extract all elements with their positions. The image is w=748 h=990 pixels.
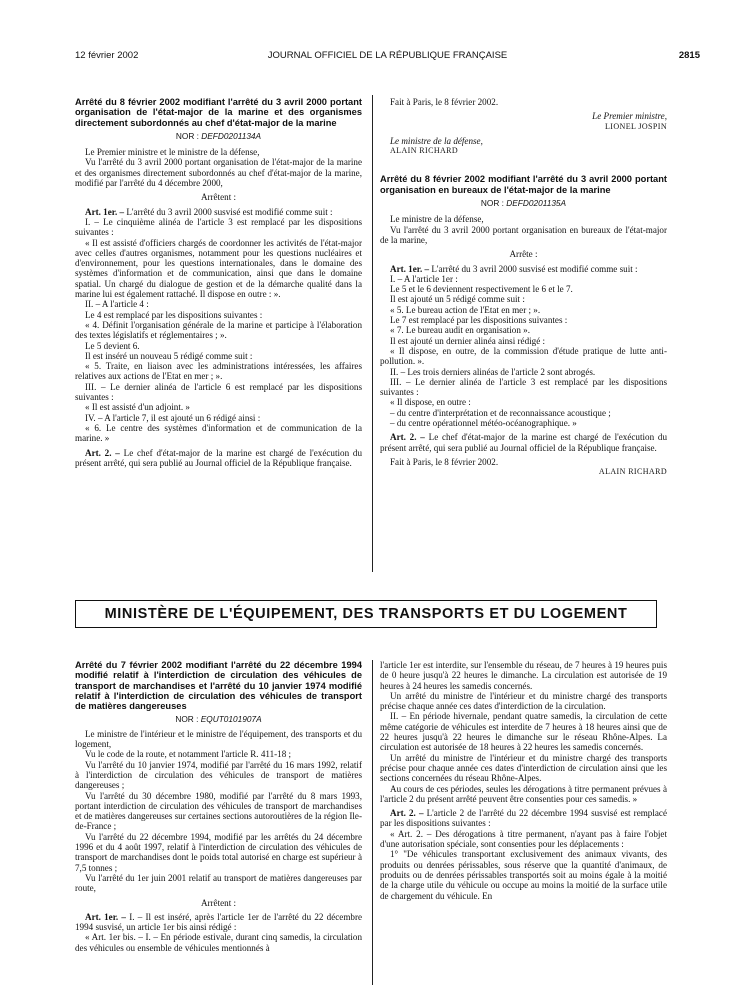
paragraph: Le 4 est remplacé par les dispositions suivantes :: [85, 309, 263, 320]
paragraph: II. – Les trois derniers alinéas de l'article 2 sont abrogés.: [390, 366, 596, 377]
paragraph: « Il dispose, en outre, de la commission d'étude pratique de lutte anti-pollution. ».: [380, 345, 667, 367]
enacting-formula: Arrête :: [509, 249, 538, 260]
paragraph: Le ministre de l'intérieur et le ministre de l'équipement, des transports et du logement,: [75, 728, 362, 750]
done-at: Fait à Paris, le 8 février 2002.: [390, 97, 499, 107]
nor-code: DEFD0201134A: [201, 130, 262, 141]
paragraph: Le 5 devient 6.: [85, 340, 140, 351]
article-label: Art. 1er. –: [85, 911, 126, 922]
decree-2-title: Arrêté du 8 février 2002 modifiant l'arrêté du 3 avril 2000 portant organisation en bureaux de l'état-major de la marine: [380, 174, 667, 195]
paragraph: Il est ajouté un 5 rédigé comme suit :: [390, 294, 525, 305]
article-2: [380, 808, 667, 829]
decree-1-title: Arrêté du 8 février 2002 modifiant l'arrêté du 3 avril 2000 portant organisation de l'état-major de la marine et des organismes directement subordonnés au chef d'état-major de la marine: [75, 97, 362, 128]
paragraph: I. – Le cinquième alinéa de l'article 3 est remplacé par les dispositions suivantes :: [75, 216, 362, 238]
paragraph: Le Premier ministre et le ministre de la défense,: [85, 147, 260, 158]
paragraph: Au cours de ces périodes, seules les dérogations à titre permanent prévues à l'article 2 du présent arrêté peuvent être consenties pour ces samedis. »: [380, 783, 667, 804]
paragraph: Vu l'arrêté du 3 avril 2000 portant organisation de l'état-major de la marine et des organismes directement subordonnés au chef d'état-major de la marine, modifié par l'arrêté du 4 décembre 2000,: [75, 157, 362, 189]
paragraph: Un arrêté du ministre de l'intérieur et du ministre chargé des transports précise chaque année ces dates d'interdiction de la circulation.: [380, 690, 667, 712]
page-header: [75, 50, 700, 64]
paragraph: IV. – A l'article 7, il est ajouté un 6 rédigé ainsi :: [85, 412, 261, 423]
article-1: [75, 912, 362, 933]
header-page-number: 2815: [678, 50, 700, 61]
paragraph: 1° "De véhicules transportant exclusivement des animaux vivants, des produits ou denrées périssables, sous réserve que la quantité d'animaux, de produits ou de denrées périssables transportés soit au moins égale à la moitié de la charge utile du véhicule ou occupe au moins la moitié de la surface utile de chargement du véhicule. En: [380, 849, 667, 901]
paragraph: « 5. Traite, en liaison avec les administrations intéressées, les affaires relatives aux actions de l'Etat en mer ; ».: [75, 361, 362, 382]
signatory-name: ALAIN RICHARD: [390, 146, 459, 156]
enacting-formula: Arrêtent :: [200, 897, 237, 908]
paragraph: Vu l'arrêté du 1er juin 2001 relatif au transport de matières dangereuses par route,: [75, 872, 362, 894]
decree-1: [75, 97, 362, 468]
paragraph: Il est ajouté un dernier alinéa ainsi rédigé :: [390, 335, 546, 346]
decree-1-nor: [75, 131, 362, 141]
signatory-name: ALAIN RICHARD: [598, 467, 667, 477]
article-text: L'arrêté du 3 avril 2000 susvisé est modifié comme suit :: [126, 206, 333, 217]
decree-2-nor: [380, 198, 667, 208]
article-text: Le chef d'état-major de la marine est chargé de l'exécution du présent arrêté, qui sera publié au Journal officiel de la République française.: [380, 432, 668, 453]
paragraph: Le ministre de la défense,: [390, 214, 484, 225]
nor-code: EQUT0101907A: [200, 714, 262, 725]
done-at: Fait à Paris, le 8 février 2002.: [390, 456, 499, 467]
decree-3-title: Arrêté du 7 février 2002 modifiant l'arrêté du 22 décembre 1994 modifié relatif à l'interdiction de circulation des véhicules de transport de marchandises et l'arrêté du 10 janvier 1974 modifié relatif à l'interdiction de circulation des véhicules de transport de matières dangereuses: [75, 660, 362, 712]
paragraph: Vu le code de la route, et notamment l'article R. 411-18 ;: [85, 749, 292, 760]
article-label: Art. 1er. –: [390, 263, 430, 274]
article-label: Art. 2. –: [85, 447, 120, 458]
paragraph: « Il est assisté d'un adjoint. »: [85, 402, 190, 413]
paragraph: I. – A l'article 1er :: [390, 273, 458, 284]
article-1: [75, 207, 362, 217]
paragraph: « Art. 1er bis. – I. – En période estivale, durant cinq samedis, la circulation des véhicules ou ensemble de véhicules mentionnés à: [75, 932, 362, 953]
decree-3-continued: [380, 660, 667, 901]
paragraph: – du centre opérationnel météo-océanographique. »: [390, 418, 577, 429]
paragraph: Vu l'arrêté du 22 décembre 1994, modifié par les arrêtés du 24 décembre 1996 et du 4 août 1997, relatif à l'interdiction de circulation des véhicules de transport de marchandises dont le poids total autorisé en charge est supérieur à 7,5 tonnes ;: [75, 831, 362, 873]
nor-label: NOR :: [480, 198, 504, 209]
decree-2-column: [380, 97, 667, 478]
article-label: Art. 2. –: [390, 808, 424, 819]
signatory-role: Le ministre de la défense,: [390, 135, 483, 146]
paragraph: « Il est assisté d'officiers chargés de coordonner les activités de l'état-major avec celles d'autres organismes, notamment pour les questions nucléaires et d'environnement, pour les questions internationales, dans le domaine des systèmes d'information et de communication, ainsi que dans le domaine spatial. Un chargé du dialogue de gestion et de la démarche qualité dans la marine lui est également rattaché. Il dispose en outre : ».: [75, 237, 362, 300]
nor-label: NOR :: [175, 714, 199, 725]
decree-3: [75, 660, 362, 953]
column-divider: [372, 660, 373, 985]
paragraph: III. – Le dernier alinéa de l'article 3 est remplacé par les dispositions suivantes :: [380, 376, 667, 398]
article-text: I. – Il est inséré, après l'article 1er de l'arrêté du 22 décembre 1994 susvisé, un article 1er bis ainsi rédigé :: [75, 911, 363, 933]
article-1: [380, 264, 667, 274]
article-text: Le chef d'état-major de la marine est chargé de l'exécution du présent arrêté, qui sera publié au Journal officiel de la République française.: [75, 447, 363, 468]
paragraph: « 7. Le bureau audit en organisation ».: [390, 325, 530, 336]
ministry-banner: MINISTÈRE DE L'ÉQUIPEMENT, DES TRANSPORTS ET DU LOGEMENT: [75, 600, 657, 628]
paragraph: « Art. 2. – Des dérogations à titre permanent, n'ayant pas à faire l'objet d'une autorisation spéciale, sont consenties pour les déplacements :: [380, 828, 667, 850]
enacting-formula: Arrêtent :: [200, 192, 237, 203]
article-2: [380, 432, 667, 453]
paragraph: Vu l'arrêté du 3 avril 2000 portant organisation en bureaux de l'état-major de la marine,: [380, 224, 667, 245]
article-2: [75, 448, 362, 469]
article-label: Art. 1er. –: [85, 206, 125, 217]
signatory-role: Le Premier ministre,: [592, 111, 667, 122]
paragraph: « Il dispose, en outre :: [390, 397, 471, 408]
decree-3-nor: [75, 714, 362, 724]
paragraph: Il est inséré un nouveau 5 rédigé comme suit :: [85, 350, 253, 361]
nor-code: DEFD0201135A: [506, 198, 567, 209]
paragraph: Vu l'arrêté du 10 janvier 1974, modifié par l'arrêté du 16 mars 1992, relatif à l'interdiction de circulation des véhicules de transport de matières dangereuses ;: [75, 759, 362, 791]
paragraph: « 4. Définit l'organisation générale de la marine et participe à l'élaboration des textes législatifs et réglementaires ; ».: [75, 319, 362, 341]
article-text: L'article 2 de l'arrêté du 22 décembre 1994 susvisé est remplacé par les dispositions suivantes :: [380, 808, 667, 829]
paragraph: III. – Le dernier alinéa de l'article 6 est remplacé par les dispositions suivantes :: [75, 381, 362, 403]
paragraph: l'article 1er est interdite, sur l'ensemble du réseau, de 7 heures à 19 heures puis de 0 heure jusqu'à 22 heures le dimanche. La circulation est autorisée de 19 heures à 24 heures les samedis concernés.: [380, 660, 667, 691]
paragraph: – du centre d'interprétation et de reconnaissance acoustique ;: [390, 407, 611, 418]
paragraph: Un arrêté du ministre de l'intérieur et du ministre chargé des transports précise pour chaque année ces dates d'interdiction de circulation ainsi que les sections concernées du réseau Rhône-Alpes.: [380, 752, 667, 784]
paragraph: Le 5 et le 6 deviennent respectivement le 6 et le 7.: [390, 284, 573, 295]
signatory-name: LIONEL JOSPIN: [604, 121, 667, 131]
paragraph: Vu l'arrêté du 30 décembre 1980, modifié par l'arrêté du 8 mars 1993, portant interdiction de circulation des véhicules de transport de marchandises et de matières dangereuses sur certaines sections autoroutières de la région Ile-de-France ;: [75, 790, 362, 832]
article-label: Art. 2. –: [390, 432, 425, 443]
paragraph: « 6. Le centre des systèmes d'information et de communication de la marine. »: [75, 422, 362, 444]
header-journal-title: JOURNAL OFFICIEL DE LA RÉPUBLIQUE FRANÇAISE: [267, 50, 508, 61]
paragraph: II. – A l'article 4 :: [85, 299, 149, 310]
article-text: L'arrêté du 3 avril 2000 susvisé est modifié comme suit :: [431, 263, 638, 274]
paragraph: « 5. Le bureau action de l'Etat en mer ; ».: [390, 304, 541, 315]
nor-label: NOR :: [175, 130, 199, 141]
paragraph: Le 7 est remplacé par les dispositions suivantes :: [390, 315, 568, 326]
header-date: 12 février 2002: [75, 50, 139, 61]
column-divider: [372, 95, 373, 572]
paragraph: II. – En période hivernale, pendant quatre samedis, la circulation de cette même catégorie de véhicules est interdite de 7 heures à 18 heures ainsi que de 22 heures jusqu'à 22 heures le dimanche sur le réseau Rhône-Alpes. La circulation est autorisée de 18 heures à 22 heures les samedis concernés.: [380, 711, 667, 753]
